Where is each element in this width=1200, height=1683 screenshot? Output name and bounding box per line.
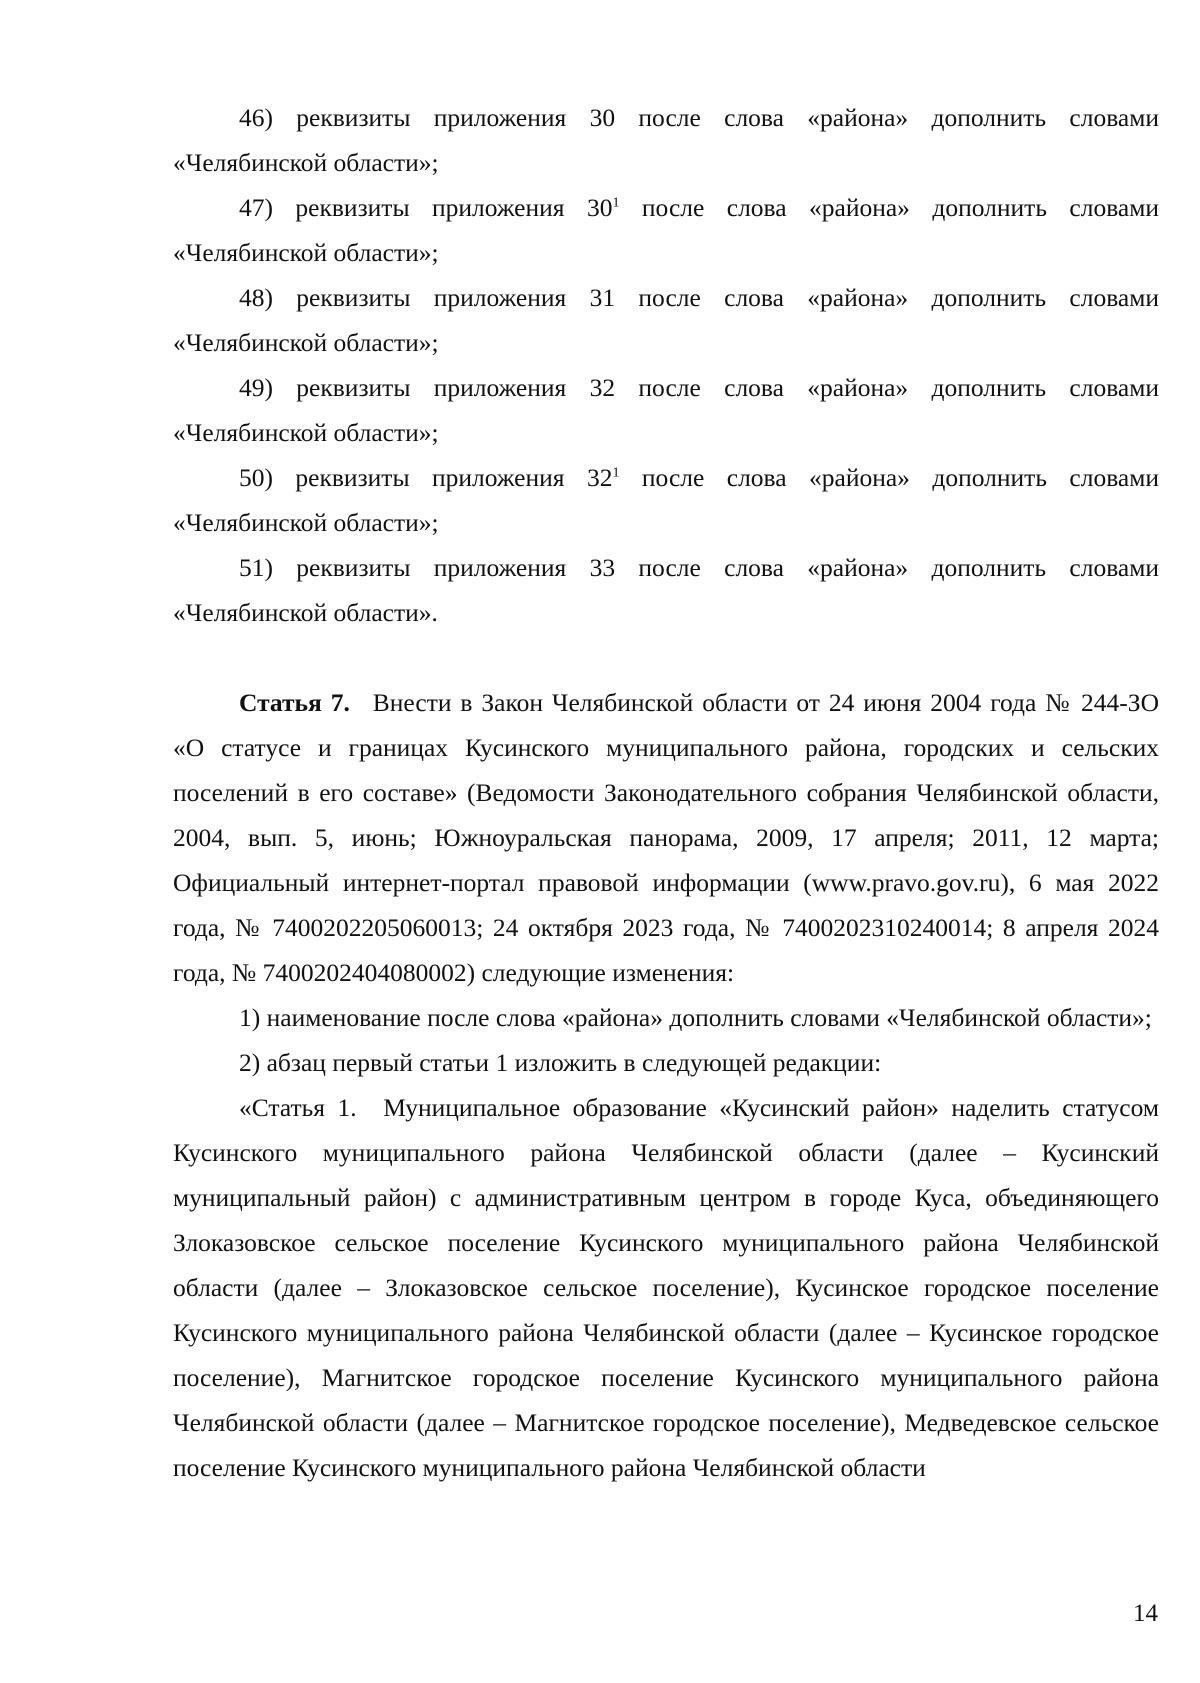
list-item-47: [173, 185, 1159, 275]
superscript: 1: [612, 465, 620, 481]
article-heading: Статья 7.: [239, 688, 350, 717]
article-point-1: 1) наименование после слова «района» дополнить словами «Челябинской области»;: [239, 1003, 1152, 1032]
list-item-51: 51) реквизиты приложения 33 после слова «района» дополнить словами «Челябинской области».: [173, 553, 1159, 627]
list-item-text: после слова «района» дополнить словами «Челябинской области»;: [173, 193, 1159, 267]
page-number: 14: [1133, 1600, 1158, 1627]
list-item-49: 49) реквизиты приложения 32 после слова «района» дополнить словами «Челябинской области»;: [173, 373, 1159, 447]
article-7-intro: [173, 680, 1159, 995]
list-item-50: [173, 455, 1159, 545]
list-item-text: 47) реквизиты приложения 30: [239, 193, 613, 222]
article-point-2: 2) абзац первый статьи 1 изложить в следующей редакции:: [239, 1048, 882, 1077]
document-page: [173, 95, 1159, 1490]
quoted-article-text: Муниципальное образование «Кусинский район» наделить статусом Кусинского муниципального района Челябинской области (далее – Кусинский муниципальный район) с административным центром в городе Куса, объединяющего Злоказовское сельское поселение Кусинского муниципального района Челябинской области (далее – Злоказовское сельское поселение), Кусинское городское поселение Кусинского муниципального района Челябинской области (далее – Кусинское городское поселение), Магнитское городское поселение Кусинского муниципального района Челябинской области (далее – Магнитское городское поселение), Медведевское сельское поселение Кусинского муниципального района Челябинской области: [173, 1093, 1159, 1482]
article-intro-text: Внести в Закон Челябинской области от 24 июня 2004 года № 244-ЗО «О статусе и границах Кусинского муниципального района, городских и сельских поселений в его составе» (Ведомости Законодательного собрания Челябинской области, 2004, вып. 5, июнь; Южноуральская панорама, 2009, 17 апреля; 2011, 12 марта; Официальный интернет-портал правовой информации (www.pravo.gov.ru), 6 мая 2022 года, № 7400202205060013; 24 октября 2023 года, № 7400202310240014; 8 апреля 2024 года, № 7400202404080002) следующие изменения:: [173, 688, 1159, 987]
list-item-text: 50) реквизиты приложения 32: [239, 463, 613, 492]
superscript: 1: [612, 195, 620, 211]
list-item-text: после слова «района» дополнить словами «Челябинской области»;: [173, 463, 1159, 537]
list-item-46: 46) реквизиты приложения 30 после слова «района» дополнить словами «Челябинской области»;: [173, 103, 1159, 177]
quoted-article-1: [173, 1085, 1159, 1490]
quoted-article-heading: «Статья 1.: [239, 1093, 357, 1122]
list-item-48: 48) реквизиты приложения 31 после слова «района» дополнить словами «Челябинской области»;: [173, 283, 1159, 357]
